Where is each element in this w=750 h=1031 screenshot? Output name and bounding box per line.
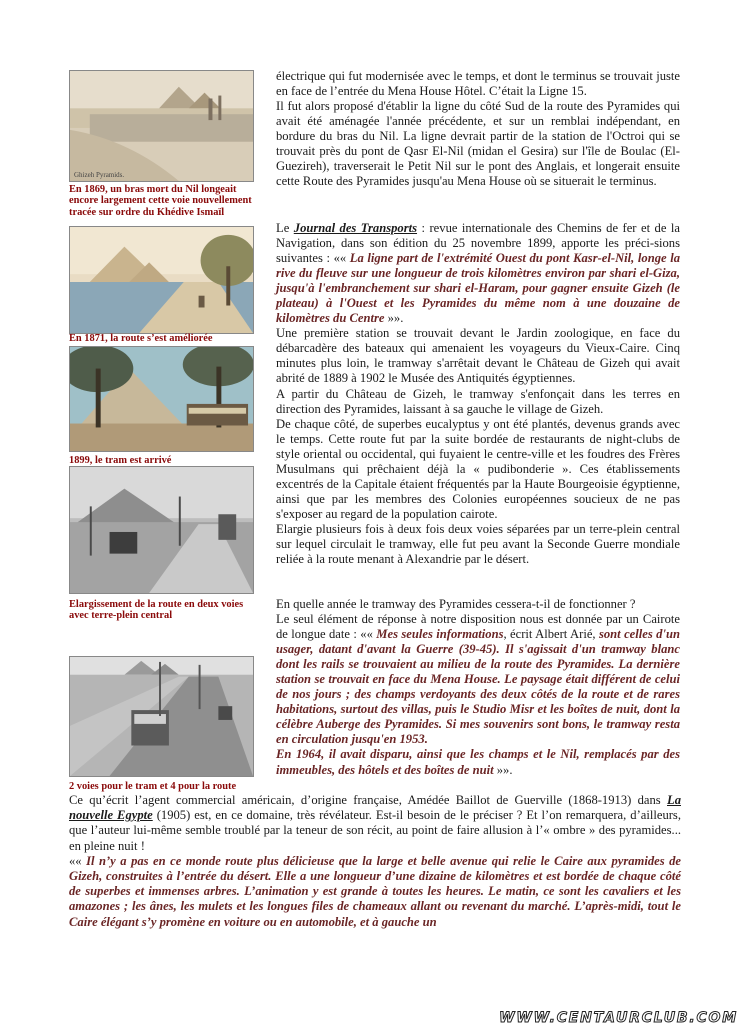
- quote-1964: En 1964, il avait disparu, ainsi que les champs et le Nil, remplacés par des immeubles, des hôtels et des boîtes de nuit: [276, 747, 680, 777]
- right-text-column-upper: [276, 69, 680, 189]
- arie-quote-1: Mes seules informations: [376, 627, 504, 642]
- paragraph-1964: En 1964, il avait disparu, ainsi que les champs et le Nil, remplacés par des immeubles, des hôtels et des boîtes de nuit »».: [276, 747, 680, 777]
- journal-quote: La ligne part de l'extrémité Ouest du pont Kasr-el-Nil, longe la rive du fleuve sur une longueur de trois kilomètres environ par shari el-Giza, jusqu'à l'embranchement sur shari el-Haram, pour gagner ensuite Gizeh (le plateau) à l'Ouest et les Pyramides du même nom à une douzaine de kilomètres du Centre: [276, 251, 680, 326]
- photo-1899-tram: [69, 346, 254, 452]
- paragraph: Elargie plusieurs fois à deux fois deux voies séparées par un terre-plein central sur lequel circulait le tramway, elle fut peu avant la Seconde Guerre mondiale reliée à la route menant à Alexandrie par le désert.: [276, 521, 680, 567]
- paragraph-journal: Le Journal des Transports : revue internationale des Chemins de fer et de la Navigation, dans son édition du 25 novembre 1899, apporte les préci-sions suivantes : «« La ligne part de l'extrémité Ouest du pont Kasr-el-Nil, longe la rive du fleuve sur une longueur de trois kilomètres environ par shari el-Giza, jusqu'à l'embranchement sur shari el-Haram, pour gagner ensuite Gizeh (le plateau) à l'Ouest et les Pyramides du même nom à une douzaine de kilomètres du Centre »».: [276, 221, 680, 326]
- photo-widened-road: [69, 466, 254, 594]
- bottom-text-block: [69, 793, 681, 930]
- paragraph: De chaque côté, de superbes eucalyptus y ont été plantés, devenus grands avec le temps. Cette route fut par la suite bordée de restaurants de night-clubs de style oriental ou occidental, qui fuyaient le centre-ville et les foudres des Frères Musulmans qui prêchaient déjà la « pudibonderie ». Ces établissements excentrés de la Capitale étaient fréquentés par la Haute Bourgeoisie égyptienne, ainsi que par les membres des Colonies européennes soucieux de ne pas s'exposer au regard de la population cairote.: [276, 416, 680, 521]
- photo-tram-and-road: [69, 656, 254, 777]
- photo-1869-nile-road: [69, 70, 254, 182]
- paragraph-question: En quelle année le tramway des Pyramides cessera-t-il de fonctionner ?: [276, 597, 636, 611]
- paragraph: Une première station se trouvait devant le Jardin zoologique, en face du débarcadère des bateaux qui amenaient les voyageurs du Vieux-Caire. Cinq minutes plus loin, le tramway s'arrêtait devant le Château de Gizeh qui avait abrité de 1889 à 1902 le Musée des Antiquités égyptiennes.: [276, 326, 680, 386]
- caption-1871: En 1871, la route s’est améliorée: [69, 333, 213, 344]
- site-watermark: WWW.CENTAURCLUB.COM: [499, 1010, 738, 1026]
- book-title: La nouvelle Egypte: [69, 793, 681, 823]
- paragraph: Il fut alors proposé d'établir la ligne du côté Sud de la route des Pyramides qui avait été aménagée l'année précédente, et sur un remblai indépendant, en bordure du bras du Nil. La ligne devrait partir de la station de l'Octroi qui se trouvait près du pont de Qasr El-Nil (midan el Gesira) sur l'île de Boulac (El-Guezireh), traverserait le Petit Nil sur le pont des Anglais, et longerait ensuite cette Route des Pyramides jusqu'au Mena House où se situerait le terminus.: [276, 99, 680, 189]
- paragraph-guerville-quote: «« Il n’y a pas en ce monde route plus délicieuse que la large et belle avenue qui relie le Caire aux pyramides de Gizeh, construites à l’entrée du désert. Elle a une longueur d’une dizaine de kilomètres et est bordée de chaque côté de superbes et immenses arbres. L’animation y est grande à toutes les heures. Le matin, ce sont les cavaliers et les amazones ; les ânes, les mulets et les longues files de chameaux allant ou revenant du marché. L’après-midi, tout le Caire élégant s’y promène en voiture ou en automobile, et à gauche un: [69, 853, 681, 929]
- paragraph-guerville: Ce qu’écrit l’agent commercial américain, d’origine française, Amédée Baillot de Guerville (1868-1913) dans La nouvelle Egypte (1905) est, en ce domaine, très révélateur. Est-il besoin de le préciser ? Et l’on remarquera, d’ailleurs, que l’auteur lui-même semble troublé par la teneur de son récit, au point de faire allusion à l’« ombre » des pyramides... en pleine nuit !: [69, 793, 681, 853]
- caption-widening: Elargissement de la route en deux voies avec terre-plein central: [69, 599, 244, 622]
- paragraph: électrique qui fut modernisée avec le temps, et dont le terminus se trouvait juste en face de l’entrée du Mena House Hôtel. C’était la Ligne 15.: [276, 69, 680, 99]
- caption-1869: En 1869, un bras mort du Nil longeait encore largement cette voie nouvellement tracée sur ordre du Khédive Ismaïl: [69, 184, 252, 218]
- paragraph: A partir du Château de Gizeh, le tramway s'enfonçait dans les terres en direction des Pyramides, laissant à sa gauche le village de Gizeh.: [276, 386, 680, 416]
- guerville-quote: Il n’y a pas en ce monde route plus délicieuse que la large et belle avenue qui relie le Caire aux pyramides de Gizeh, construites à l’entrée du désert. Elle a une longueur d’une dizaine de kilomètres et est bordée de chaque côté de superbes et immenses arbres. L’animation y est grande à toutes les heures. Le matin, ce sont les cavaliers et les amazones ; les ânes, les mulets et les longues files de chameaux allant ou revenant du marché. L’après-midi, tout le Caire élégant s’y promène en voiture ou en automobile, et à gauche un: [69, 853, 681, 929]
- photo-1-label: Ghizeh Pyramids.: [74, 171, 125, 179]
- right-text-column-middle: [276, 221, 680, 567]
- paragraph-arie: Le seul élément de réponse à notre disposition nous est donnée par un Cairote de longue date : «« Mes seules informations, écrit Albert Arié, sont celles d'un usager, datant d'avant la Guerre (39-45). Il s'agissait d'un tramway blanc dont les rails se trouvaient au milieu de la route des Pyramides. La dernière station se trouvait en face du Mena House. Le paysage était différent de celui de nos jours ; des champs verdoyants des deux côtés de la route et de rares habitations, surtout des villas, puis le Studio Misr et les boîtes de nuit, dont la célèbre Auberge des Pyramides. Si mes souvenirs sont bons, le tramway resta en circulation jusqu'en 1953.: [276, 612, 680, 747]
- journal-title: Journal des Transports: [293, 221, 418, 235]
- caption-1899: 1899, le tram est arrivé: [69, 455, 172, 466]
- right-text-column-lower: [276, 597, 680, 778]
- caption-two-tracks: 2 voies pour le tram et 4 pour la route: [69, 781, 237, 792]
- photo-1871-road: [69, 226, 254, 334]
- arie-quote-2: sont celles d'un usager, datant d'avant la Guerre (39-45). Il s'agissait d'un tramway blanc dont les rails se trouvaient au milieu de la route des Pyramides. La dernière station se trouvait en face du Mena House. Le paysage était différent de celui de nos jours ; des champs verdoyants des deux côtés de la route et de rares habitations, surtout des villas, puis le Studio Misr et les boîtes de nuit, dont la célèbre Auberge des Pyramides. Si mes souvenirs sont bons, le tramway resta en circulation jusqu'en 1953.: [276, 627, 680, 747]
